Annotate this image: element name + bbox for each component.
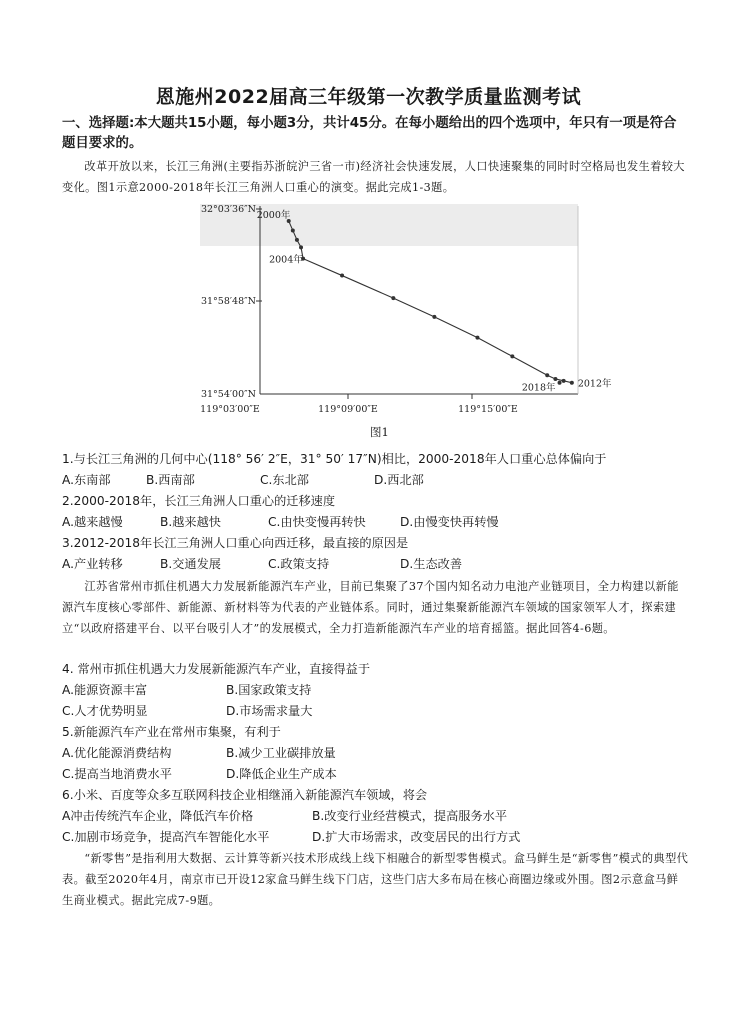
passage-1: 改革开放以来，长江三角洲(主要指苏浙皖沪三省一市)经济社会快速发展，人口快速聚集的同时时空格局也发生着较大变化。图1示意2000-2018年长江三角洲人口重心的演变。据此完成1-3题。 xyxy=(62,160,685,194)
data-point xyxy=(553,377,557,381)
option[interactable]: C.提高当地消费水平 xyxy=(62,767,172,781)
passage-2: 江苏省常州市抓住机遇大力发展新能源汽车产业，目前已集聚了37个国内知名动力电池产业链项目，全力构建以新能源汽车度核心零部件、新能源、新材料等为代表的产业链体系。同时，通过集聚新能源汽车领域的国家领军人才，探索建立“以政府搭建平台、以平台吸引人才”的发展模式，全力打造新能源汽车产业的培育摇篮。据此回答4-6题。 xyxy=(62,580,679,635)
question-3-stem: 3.2012-2018年长江三角洲人口重心向西迁移，最直接的原因是 xyxy=(62,536,409,550)
data-point xyxy=(391,296,395,300)
option[interactable]: A.产业转移 xyxy=(62,557,123,571)
question-4-stem: 4. 常州市抓住机遇大力发展新能源汽车产业，直接得益于 xyxy=(62,662,371,676)
data-point xyxy=(295,238,299,242)
question-5-stem: 5.新能源汽车产业在常州市集聚，有利于 xyxy=(62,725,281,739)
option[interactable]: B.改变行业经营模式，提高服务水平 xyxy=(312,809,508,823)
option[interactable]: C.加剧市场竞争，提高汽车智能化水平 xyxy=(62,830,270,844)
option[interactable]: B.西南部 xyxy=(146,473,195,487)
question-4-options-row1 xyxy=(62,680,697,701)
question-2-stem: 2.2000-2018年，长江三角洲人口重心的迁移速度 xyxy=(62,494,336,508)
option[interactable]: D.由慢变快再转慢 xyxy=(400,515,499,529)
point-label: 2004年 xyxy=(269,254,303,266)
y-tick-label: 32°03′36″N xyxy=(200,204,256,215)
option[interactable]: B.越来越快 xyxy=(160,515,221,529)
exam-title: 恩施州2022届高三年级第一次教学质量监测考试 xyxy=(155,86,582,108)
data-point xyxy=(475,336,479,340)
option[interactable]: C.人才优势明显 xyxy=(62,704,148,718)
option[interactable]: C.由快变慢再转快 xyxy=(268,515,366,529)
question-1-options xyxy=(62,470,697,491)
data-point xyxy=(340,274,344,278)
point-label: 2012年 xyxy=(577,378,612,390)
question-5-options-row1 xyxy=(62,743,697,764)
figure-1 xyxy=(0,190,737,450)
data-point xyxy=(558,381,562,385)
option[interactable]: D.扩大市场需求，改变居民的出行方式 xyxy=(312,830,521,844)
x-tick-label: 119°03′00″E xyxy=(200,404,260,415)
data-point xyxy=(291,228,295,232)
data-point xyxy=(432,315,436,319)
option[interactable]: D.降低企业生产成本 xyxy=(226,767,337,781)
option[interactable]: A.优化能源消费结构 xyxy=(62,746,172,760)
question-1-stem: 1.与长江三角洲的几何中心(118° 56′ 2″E，31° 50′ 17″N)相比，2000-2018年人口重心总体偏向于 xyxy=(62,452,607,466)
passage-3: “新零售”是指利用大数据、云计算等新兴技术形成线上线下相融合的新型零售模式。盒马鲜生是“新零售”模式的典型代表。截至2020年4月，南京市已开设12家盒马鲜生线下门店，这些门店大多布局在核心商圈边缘或外围。图2示意盒马鲜生商业模式。据此完成7-9题。 xyxy=(62,852,689,907)
data-point xyxy=(510,354,514,358)
option[interactable]: D.市场需求量大 xyxy=(226,704,313,718)
question-5-options-row2 xyxy=(62,764,697,785)
figure-caption: 图1 xyxy=(370,425,389,439)
option[interactable]: A.东南部 xyxy=(62,473,111,487)
point-label: 2000年 xyxy=(256,210,291,222)
option[interactable]: B.减少工业碳排放量 xyxy=(226,746,336,760)
option[interactable]: A.越来越慢 xyxy=(62,515,123,529)
question-6-options-row1 xyxy=(62,806,697,827)
data-point xyxy=(570,381,574,385)
question-6-stem: 6.小米、百度等众多互联网科技企业相继涌入新能源汽车领域，将会 xyxy=(62,788,428,802)
question-2-options xyxy=(62,512,697,533)
option[interactable]: D.生态改善 xyxy=(400,557,463,571)
x-tick-label: 119°15′00″E xyxy=(458,404,518,415)
option[interactable]: D.西北部 xyxy=(374,473,424,487)
question-6-options-row2 xyxy=(62,827,697,848)
point-label: 2018年 xyxy=(521,382,556,394)
population-center-chart xyxy=(0,190,737,450)
question-4-options-row2 xyxy=(62,701,697,722)
y-tick-label: 31°54′00″N xyxy=(200,389,256,400)
option[interactable]: A.能源资源丰富 xyxy=(62,683,148,697)
data-point xyxy=(299,245,303,249)
y-tick-label: 31°58′48″N xyxy=(200,296,256,307)
data-point xyxy=(545,373,549,377)
section-header: 一、选择题:本大题共15小题，每小题3分，共计45分。在每小题给出的四个选项中，年只有一项是符合题目要求的。 xyxy=(62,116,677,151)
data-point xyxy=(562,379,566,383)
option[interactable]: C.政策支持 xyxy=(268,557,330,571)
question-3-options xyxy=(62,554,697,575)
option[interactable]: C.东北部 xyxy=(260,473,309,487)
option[interactable]: B.国家政策支持 xyxy=(226,683,312,697)
option[interactable]: A冲击传统汽车企业，降低汽车价格 xyxy=(62,809,254,823)
option[interactable]: B.交通发展 xyxy=(160,557,221,571)
x-tick-label: 119°09′00″E xyxy=(318,404,378,415)
